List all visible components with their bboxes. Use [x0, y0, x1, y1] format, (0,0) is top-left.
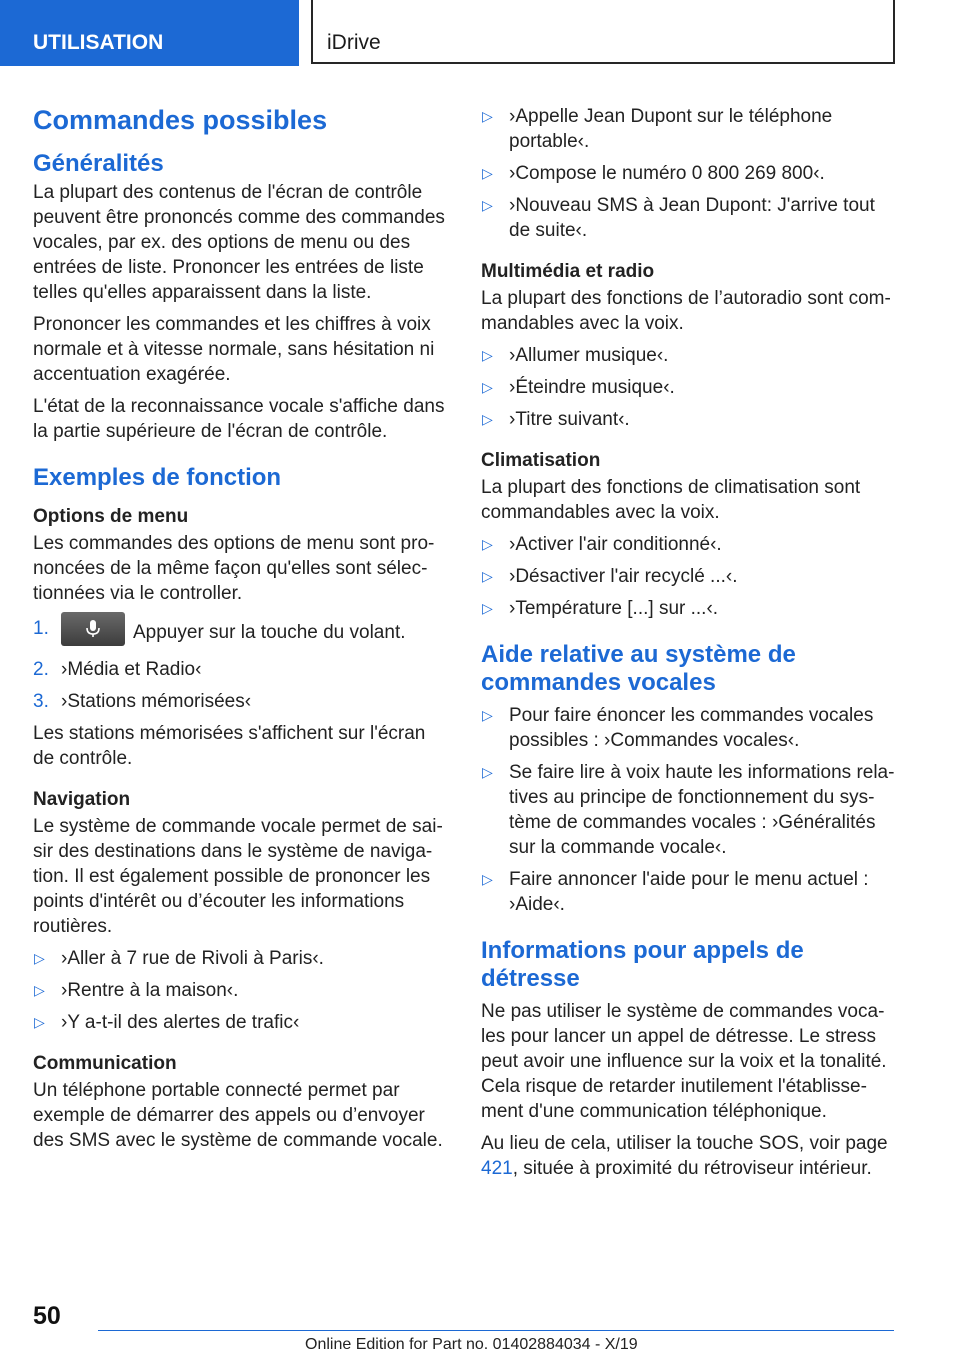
- climate-heading: Climatisation: [481, 450, 601, 471]
- step-number: 1.: [33, 618, 49, 639]
- list-item: ▷ ›Température [...] sur ...‹.: [482, 598, 719, 619]
- triangle-bullet-icon: ▷: [34, 1014, 45, 1030]
- climate-paragraph: La plupart des fonctions de climatisation sont commandables avec la voix.: [481, 477, 861, 523]
- general-paragraph-1: La plupart des contenus de l'écran de contrôle peuvent être prononcés comme des commandes vocales, par ex. des options de menu ou des entrées de liste. Prononcer les entrées de liste telles qu'elles apparaissent dans la liste.: [33, 182, 445, 303]
- general-paragraph-3: L'état de la reconnaissance vocale s'affiche dans la partie supérieure de l'écran de contrôle.: [33, 396, 445, 442]
- triangle-bullet-icon: ▷: [482, 411, 493, 427]
- steps-list: [33, 616, 449, 714]
- page-number: 50: [33, 1302, 61, 1330]
- triangle-bullet-icon: ▷: [34, 982, 45, 998]
- list-item: ▷ ›Y a-t-il des alertes de trafic‹: [34, 1012, 300, 1033]
- step-number: 3.: [33, 691, 49, 712]
- step-item: [33, 657, 449, 682]
- triangle-bullet-icon: ▷: [34, 950, 45, 966]
- communication-list: [481, 104, 897, 243]
- menu-options-heading: Options de menu: [33, 506, 189, 527]
- list-item: ▷ Faire annoncer l'aide pour le menu actuel : ›Aide‹.: [482, 869, 869, 915]
- footer-edition: Online Edition for Part no. 01402884034 - X/19: [305, 1336, 638, 1353]
- climate-list: [481, 532, 897, 621]
- step-item: [33, 616, 449, 650]
- multimedia-list: [481, 343, 897, 432]
- list-item: ▷ Pour faire énoncer les commandes vocales possibles : ›Commandes vocales‹.: [482, 705, 874, 751]
- page-title: Commandes possibles: [33, 105, 328, 135]
- multimedia-paragraph: La plupart des fonctions de l’autoradio sont commandables avec la voix.: [481, 288, 891, 334]
- step-item: [33, 689, 449, 714]
- menu-options-paragraph: Les commandes des options de menu sont prononcées de la même façon qu'elles sont sélectionnées via le controller.: [33, 533, 435, 604]
- list-item: ▷ ›Compose le numéro 0 800 269 800‹.: [482, 163, 825, 184]
- triangle-bullet-icon: ▷: [482, 568, 493, 584]
- menu-options-result: Les stations mémorisées s'affichent sur l'écran de contrôle.: [33, 723, 426, 769]
- multimedia-heading: Multimédia et radio: [481, 261, 655, 282]
- list-item: ▷ ›Aller à 7 rue de Rivoli à Paris‹.: [34, 948, 324, 969]
- triangle-bullet-icon: ▷: [482, 379, 493, 395]
- step-text: Appuyer sur la touche du volant.: [133, 622, 406, 644]
- examples-heading: Exemples de fonction: [33, 464, 282, 491]
- triangle-bullet-icon: ▷: [482, 108, 493, 124]
- chapter-tab: iDrive: [311, 0, 895, 64]
- list-item: ▷ ›Nouveau SMS à Jean Dupont: J'arrive tout de suite‹.: [482, 195, 875, 241]
- navigation-heading: Navigation: [33, 789, 131, 810]
- triangle-bullet-icon: ▷: [482, 871, 493, 887]
- triangle-bullet-icon: ▷: [482, 165, 493, 181]
- triangle-bullet-icon: ▷: [482, 536, 493, 552]
- emergency-heading: Informations pour appels de détresse: [481, 937, 804, 992]
- list-item: ▷ ›Désactiver l'air recyclé ...‹.: [482, 566, 738, 587]
- triangle-bullet-icon: ▷: [482, 347, 493, 363]
- triangle-bullet-icon: ▷: [482, 197, 493, 213]
- general-paragraph-2: Prononcer les commandes et les chiffres à voix normale et à vitesse normale, sans hésitation ni accentuation exagérée.: [33, 314, 435, 385]
- emergency-paragraph-1: Ne pas utiliser le système de commandes vocales pour lancer un appel de détresse. Le stress peut avoir une influence sur la voix et la tonalité. Cela risque de retarder inutilement l'établissement d'une communication téléphonique.: [481, 1001, 887, 1122]
- navigation-paragraph: Le système de commande vocale permet de saisir des destinations dans le système de navigation. Il est également possible de prononcer les points d'intérêt ou d’écouter les informations routières.: [33, 816, 443, 937]
- step-text: ›Stations mémorisées‹: [61, 691, 252, 712]
- help-list: [481, 703, 897, 917]
- communication-paragraph: Un téléphone portable connecté permet par exemple de démarrer des appels ou d’envoyer des SMS avec le système de commande vocale.: [33, 1080, 443, 1151]
- left-column: [33, 104, 449, 1160]
- communication-heading: Communication: [33, 1053, 177, 1074]
- general-heading: Généralités: [33, 150, 164, 177]
- triangle-bullet-icon: ▷: [482, 764, 493, 780]
- help-heading: Aide relative au système de commandes vocales: [481, 641, 796, 696]
- list-item: ▷ ›Rentre à la maison‹.: [34, 980, 239, 1001]
- list-item: ▷ ›Titre suivant‹.: [482, 409, 630, 430]
- step-number: 2.: [33, 659, 49, 680]
- list-item: ▷ Se faire lire à voix haute les informations relatives au principe de fonctionnement du système de commandes vocales : ›Généralités sur la commande vocale‹.: [482, 762, 895, 858]
- emergency-paragraph-2: Au lieu de cela, utiliser la touche SOS, voir page 421, située à proximité du rétroviseur intérieur.: [481, 1133, 888, 1179]
- page-header: [0, 0, 960, 66]
- list-item: ▷ ›Appelle Jean Dupont sur le téléphone portable‹.: [482, 106, 833, 152]
- microphone-button-icon: [61, 612, 125, 646]
- triangle-bullet-icon: ▷: [482, 600, 493, 616]
- list-item: ▷ ›Allumer musique‹.: [482, 345, 669, 366]
- list-item: ▷ ›Éteindre musique‹.: [482, 377, 675, 398]
- right-column: [481, 104, 897, 1188]
- list-item: ▷ ›Activer l'air conditionné‹.: [482, 534, 722, 555]
- page-reference-link[interactable]: 421: [481, 1158, 513, 1179]
- section-tab: UTILISATION: [0, 0, 299, 66]
- navigation-list: [33, 946, 449, 1035]
- triangle-bullet-icon: ▷: [482, 707, 493, 723]
- step-text: ›Média et Radio‹: [61, 659, 202, 680]
- footer-divider: [98, 1330, 894, 1331]
